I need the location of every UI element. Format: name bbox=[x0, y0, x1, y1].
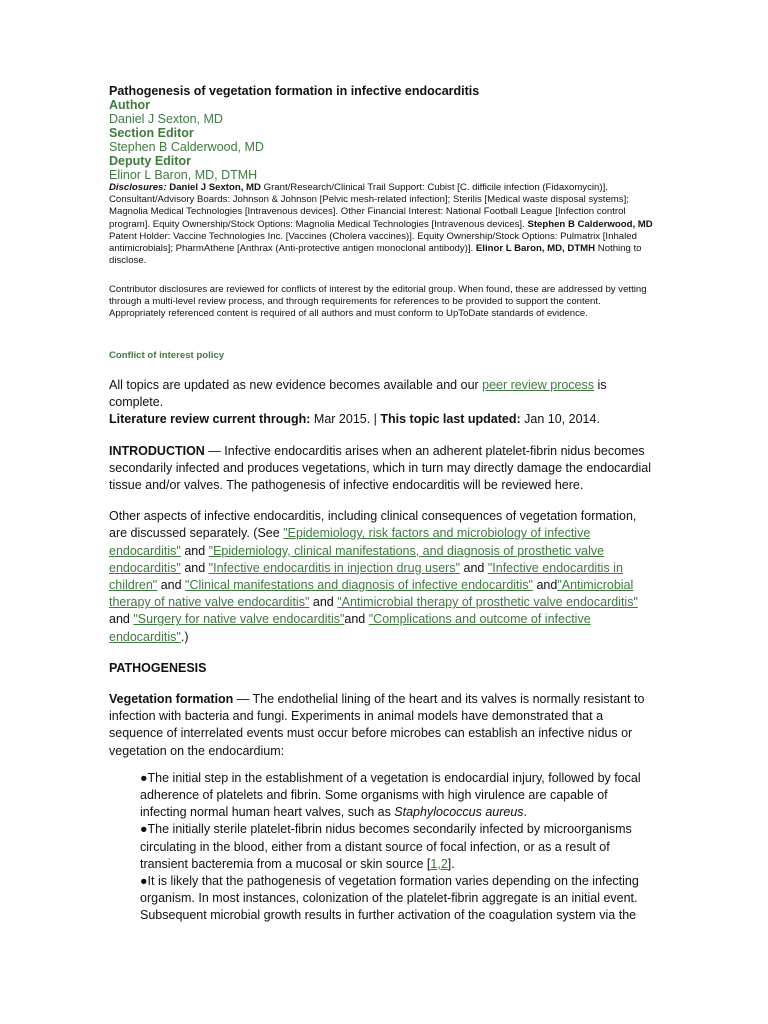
contributor-disclosure-note: Contributor disclosures are reviewed for conflicts of interest by the editorial group. When found, these are addressed by vetting through a multi-level review process, and through requirements for references to be provided to support the content. Appropriately referenced content is required of all authors and must conform to UpToDate standards of evidence. bbox=[109, 284, 647, 320]
pathogenesis-heading-text: PATHOGENESIS bbox=[109, 660, 207, 675]
list-item-text: ●It is likely that the pathogenesis of vegetation formation varies depending on the infecting organism. In most instances, colonization of the platelet-fibrin aggregate is an initial event. Subsequent microbial growth results in further activation of the coagulation system via the bbox=[140, 874, 639, 923]
paragraph-text: and bbox=[157, 578, 186, 593]
link-clinical-manifestations[interactable]: "Clinical manifestations and diagnosis of infective endocarditis" bbox=[185, 578, 533, 593]
literature-review-label: Literature review current through: bbox=[109, 412, 311, 427]
list-item-text: ●The initial step in the establishment of a vegetation is endocardial injury, followed by focal adherence of platelets and fibrin. Some organisms with high virulence are capable of infecting normal human heart valves, such as bbox=[140, 770, 641, 820]
link-prosthetic-valve-diagnosis[interactable]: "Epidemiology, clinical manifestations, and diagnosis of prosthetic valve endocarditis" bbox=[109, 543, 605, 575]
vegetation-paragraph bbox=[109, 691, 657, 760]
disclosure-text-sexton: Grant/Research/Clinical Trail Support: Cubist [C. difficile infection (Fidaxomycin)]. Consultant/Advisory Boards: Johnson & Johnson [Pelvic mesh-related infection]; Sterilis [Medical waste disposal systems]; Magnolia Medical Technologies [Intravenous devices]. Other Financial Interest: National Football League [Infection control program]. Equity Ownership/Stock Options: Magnolia Medical Technologies [Intravenous devices]. bbox=[109, 182, 629, 230]
peer-review-link[interactable]: peer review process bbox=[482, 378, 595, 392]
pathogenesis-bullet-list bbox=[140, 770, 657, 925]
link-epidemiology-microbiology[interactable]: "Epidemiology, risk factors and microbiology of infective endocarditis" bbox=[109, 526, 591, 558]
list-item-text: ●The initially sterile platelet-fibrin nidus becomes secondarily infected by microorganisms circulating in the blood, either from a distant source of focal infection, or as a result of transient bacteremia from a mucosal or skin source [ bbox=[140, 822, 632, 871]
reference-link[interactable]: 1,2 bbox=[430, 856, 448, 871]
article-header bbox=[109, 84, 657, 267]
organism-name: Staphylococcus aureus bbox=[394, 805, 524, 820]
vegetation-heading: Vegetation formation bbox=[109, 692, 234, 707]
last-updated-label: This topic last updated: bbox=[380, 412, 521, 427]
disclosure-name-calderwood: Stephen B Calderwood, MD bbox=[527, 218, 653, 230]
paragraph-text: and bbox=[532, 578, 558, 593]
paragraph-text: and bbox=[180, 543, 209, 558]
link-children[interactable]: "Infective endocarditis in children" bbox=[109, 560, 623, 593]
link-antimicrobial-prosthetic[interactable]: "Antimicrobial therapy of prosthetic valve endocarditis" bbox=[337, 595, 638, 610]
author-label: Author bbox=[109, 98, 150, 112]
introduction-paragraph bbox=[109, 443, 657, 495]
pathogenesis-heading bbox=[109, 660, 657, 677]
list-item-text: . bbox=[523, 805, 528, 820]
section-editor-label: Section Editor bbox=[109, 126, 194, 140]
paragraph-text: and bbox=[180, 560, 209, 575]
introduction-text: — Infective endocarditis arises when an adherent platelet-fibrin nidus becomes secondarily infected and produces vegetations, which in turn may directly damage the endocardial tissue and/or valves. The pathogenesis of infective endocarditis will be reviewed here. bbox=[109, 443, 651, 493]
disclosures-label: Disclosures: bbox=[109, 182, 167, 193]
update-text-end: is complete. bbox=[109, 378, 607, 410]
disclosure-name-sexton: Daniel J Sexton, MD bbox=[169, 182, 261, 193]
link-surgery-native[interactable]: "Surgery for native valve endocarditis" bbox=[133, 612, 345, 627]
list-item-text: ]. bbox=[447, 856, 455, 871]
article-title: Pathogenesis of vegetation formation in infective endocarditis bbox=[109, 84, 480, 98]
paragraph-text: and bbox=[309, 595, 338, 610]
list-item bbox=[140, 873, 657, 925]
author-name: Daniel J Sexton, MD bbox=[109, 112, 223, 126]
introduction-heading: INTRODUCTION bbox=[109, 443, 205, 458]
disclosure-text-baron: Nothing to disclose. bbox=[109, 243, 642, 267]
list-item bbox=[140, 770, 657, 822]
disclosures-block bbox=[109, 182, 657, 267]
disclosure-text-calderwood: Patent Holder: Vaccine Technologies Inc. [Vaccines (Cholera vaccines)]. Equity Ownership/Stock Options: Pulmatrix [Inhaled antimicrobials]; PharmAthene [Anthrax (Anti-protective antigen monoclonal antibody)]. bbox=[109, 230, 637, 255]
link-complications-outcome[interactable]: "Complications and outcome of infective endocarditis" bbox=[109, 612, 591, 644]
paragraph-text: and bbox=[460, 560, 488, 575]
list-item bbox=[140, 821, 657, 873]
literature-review-value: Mar 2015. | bbox=[310, 412, 381, 427]
article-body bbox=[109, 377, 657, 925]
deputy-editor-name: Elinor L Baron, MD, DTMH bbox=[109, 168, 258, 182]
link-antimicrobial-native[interactable]: "Antimicrobial therapy of native valve endocarditis" bbox=[109, 578, 634, 610]
other-aspects-paragraph bbox=[109, 508, 657, 646]
disclosure-name-baron: Elinor L Baron, MD, DTMH bbox=[475, 243, 596, 255]
conflict-of-interest-link[interactable]: Conflict of interest policy bbox=[109, 350, 225, 361]
deputy-editor-label: Deputy Editor bbox=[109, 154, 191, 168]
update-text: All topics are updated as new evidence becomes available and our bbox=[109, 378, 483, 392]
update-statement bbox=[109, 377, 657, 411]
paragraph-text: .) bbox=[180, 629, 189, 644]
section-editor-name: Stephen B Calderwood, MD bbox=[109, 140, 264, 154]
review-dates bbox=[109, 411, 657, 428]
last-updated-value: Jan 10, 2014. bbox=[520, 412, 600, 427]
paragraph-text: Other aspects of infective endocarditis, including clinical consequences of vegetation formation, are discussed separately. (See bbox=[109, 509, 637, 541]
paragraph-text: and bbox=[109, 612, 134, 627]
vegetation-text: — The endothelial lining of the heart and its valves is normally resistant to infection with bacteria and fungi. Experiments in animal models have demonstrated that a sequence of interrelated events must occur before microbes can establish an infective nidus or vegetation on the endocardium: bbox=[109, 692, 645, 758]
paragraph-text: and bbox=[344, 612, 369, 627]
link-injection-drug-users[interactable]: "Infective endocarditis in injection drug users" bbox=[208, 560, 461, 575]
